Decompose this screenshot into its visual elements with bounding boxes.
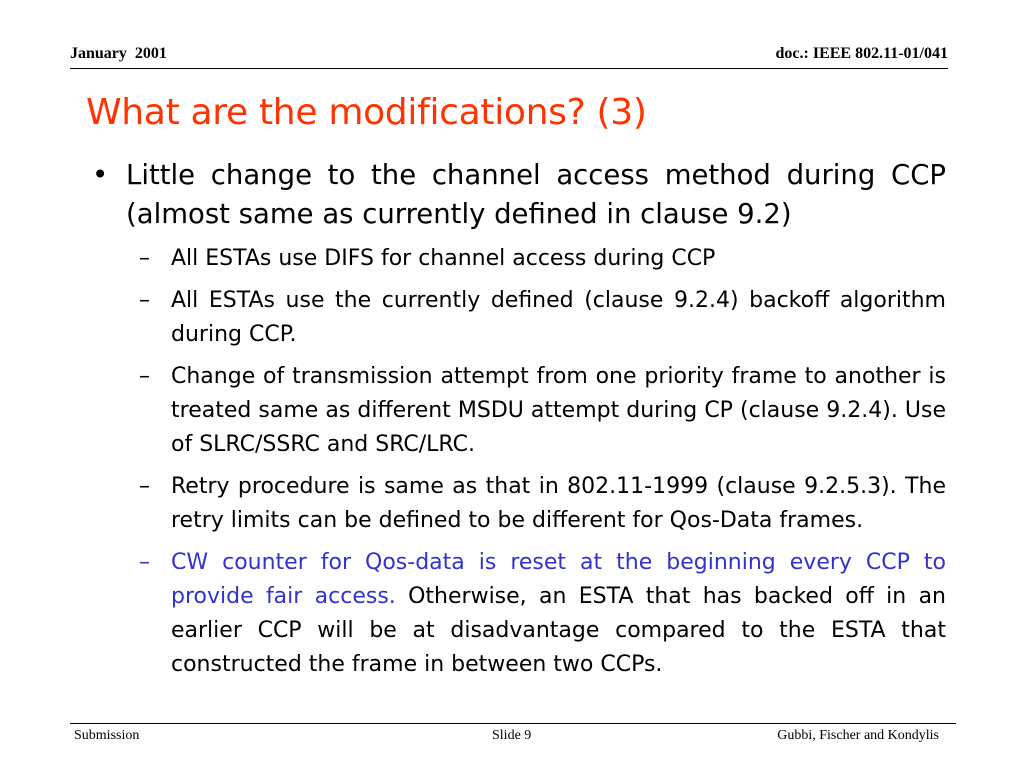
sub-bullet-1 bbox=[92, 242, 946, 276]
sub-bullet-text: All ESTAs use DIFS for channel access during CCP bbox=[171, 246, 716, 271]
dash-marker: – bbox=[139, 246, 150, 271]
sub-bullet-4 bbox=[92, 470, 946, 538]
dash-marker: – bbox=[139, 550, 150, 575]
slide-title: What are the modifications? (3) bbox=[86, 92, 647, 133]
footer-authors: Gubbi, Fischer and Kondylis bbox=[777, 728, 939, 743]
slide-content bbox=[92, 156, 946, 690]
sub-bullet-5 bbox=[92, 546, 946, 682]
header-date: January 2001 bbox=[70, 45, 167, 62]
sub-bullet-3 bbox=[92, 360, 946, 462]
sub-bullet-2 bbox=[92, 284, 946, 352]
main-bullet-text: Little change to the channel access method during CCP (almost same as currently defined in clause 9.2) bbox=[126, 159, 946, 230]
main-bullet bbox=[92, 156, 946, 234]
header-divider bbox=[70, 68, 948, 69]
header-doc-id: doc.: IEEE 802.11-01/041 bbox=[775, 45, 948, 62]
sub-bullet-text: Otherwise, an ESTA that has backed off in an earlier CCP will be at disadvantage compared to the ESTA that constructed the frame in between two CCPs. bbox=[171, 584, 946, 677]
sub-bullet-text: Change of transmission attempt from one priority frame to another is treated same as different MSDU attempt during CP (clause 9.2.4). Use of SLRC/SSRC and SRC/LRC. bbox=[171, 364, 946, 457]
bullet-marker: • bbox=[92, 159, 109, 191]
sub-bullet-list bbox=[92, 242, 946, 682]
footer-slide-number: Slide 9 bbox=[492, 728, 532, 743]
sub-bullet-text: All ESTAs use the currently defined (clause 9.2.4) backoff algorithm during CCP. bbox=[171, 288, 946, 347]
dash-marker: – bbox=[139, 364, 150, 389]
sub-bullet-text: Retry procedure is same as that in 802.11-1999 (clause 9.2.5.3). The retry limits can be defined to be different for Qos-Data frames. bbox=[171, 474, 946, 533]
dash-marker: – bbox=[139, 474, 150, 499]
highlighted-text: CW counter for Qos-data is reset at the beginning every CCP to provide fair access. bbox=[171, 550, 946, 609]
dash-marker: – bbox=[139, 288, 150, 313]
footer-divider bbox=[70, 723, 956, 724]
footer-submission: Submission bbox=[74, 728, 140, 743]
